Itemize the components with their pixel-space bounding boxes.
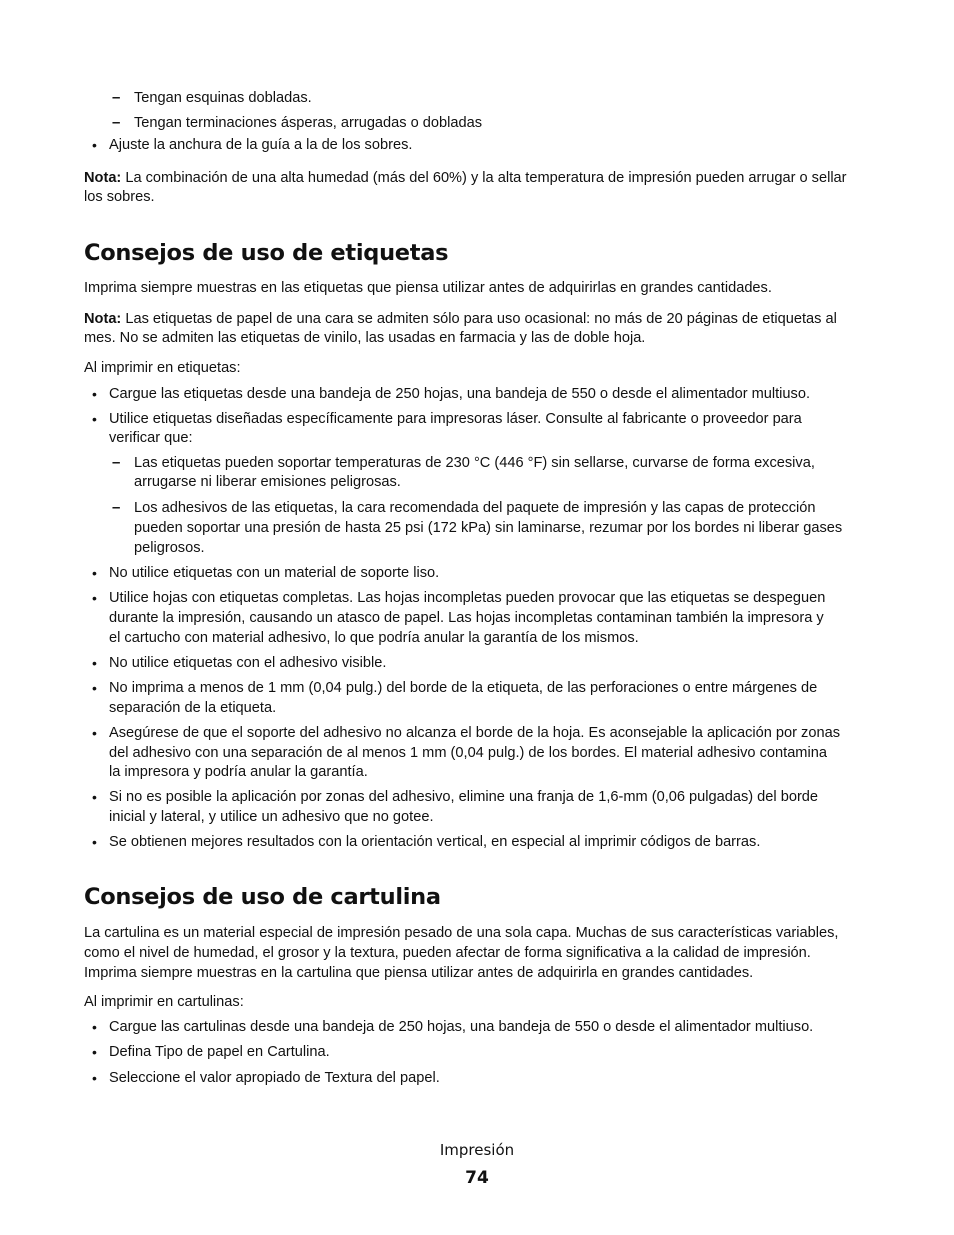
list-item-text: Cargue las cartulinas desde una bandeja de 250 hojas, una bandeja de 550 o desde el alimentador multiuso.: [109, 1019, 814, 1035]
list-lead: Al imprimir en etiquetas:: [84, 360, 241, 376]
note-text: los sobres.: [84, 189, 155, 205]
list-item-text: Se obtienen mejores resultados con la orientación vertical, en especial al imprimir códigos de barras.: [109, 834, 761, 850]
list-item-text: arrugarse ni liberar emisiones peligrosas.: [134, 474, 401, 490]
bullet-marker: •: [92, 725, 97, 741]
bullet-marker: •: [92, 565, 97, 581]
paragraph: Imprima siempre muestras en las etiquetas que piensa utilizar antes de adquirirlas en grandes cantidades.: [84, 280, 772, 296]
note-label: Nota:: [84, 311, 122, 327]
list-item-text: durante la impresión, causando un atasco de papel. Las hojas incompletas contaminan también la impresora y: [109, 610, 824, 626]
dash-marker: –: [112, 499, 121, 516]
footer-section-label: Impresión: [439, 1141, 515, 1159]
list-item-text: peligrosos.: [134, 540, 205, 556]
list-item-text: verificar que:: [109, 430, 193, 446]
note-text: La combinación de una alta humedad (más del 60%) y la alta temperatura de impresión pueden arrugar o sellar: [121, 170, 847, 186]
dash-marker: –: [112, 114, 121, 131]
dash-marker: –: [112, 89, 121, 106]
list-item-text: Seleccione el valor apropiado de Textura del papel.: [109, 1070, 440, 1086]
bullet-marker: •: [92, 386, 97, 402]
list-item-text: el cartucho con material adhesivo, lo que podría anular la garantía de los mismos.: [109, 630, 639, 646]
list-item-text: Tengan terminaciones ásperas, arrugadas o dobladas: [134, 115, 483, 131]
dash-marker: –: [112, 454, 121, 471]
list-item-text: Utilice hojas con etiquetas completas. Las hojas incompletas pueden provocar que las etiquetas se despeguen: [109, 590, 826, 606]
list-item-text: No imprima a menos de 1 mm (0,04 pulg.) del borde de la etiqueta, de las perforaciones o entre márgenes de: [109, 680, 818, 696]
bullet-marker: •: [92, 655, 97, 671]
note-text: Las etiquetas de papel de una cara se admiten sólo para uso ocasional: no más de 20 páginas de etiquetas al: [121, 311, 837, 327]
paragraph: La cartulina es un material especial de impresión pesado de una sola capa. Muchas de sus características variables,: [84, 925, 839, 941]
bullet-marker: •: [92, 411, 97, 427]
bullet-marker: •: [92, 834, 97, 850]
section-heading: Consejos de uso de etiquetas: [84, 240, 449, 266]
bullet-marker: •: [92, 590, 97, 606]
bullet-marker: •: [92, 137, 97, 153]
bullet-marker: •: [92, 1044, 97, 1060]
bullet-marker: •: [92, 680, 97, 696]
bullet-marker: •: [92, 1019, 97, 1035]
list-item-text: Los adhesivos de las etiquetas, la cara recomendada del paquete de impresión y las capas de protección: [134, 500, 816, 516]
list-item-text: No utilice etiquetas con el adhesivo visible.: [109, 655, 387, 671]
note-paragraph: [84, 168, 847, 188]
page-number: 74: [465, 1168, 489, 1188]
note-paragraph: [84, 309, 837, 329]
list-item-text: la impresora y podría anular la garantía.: [109, 764, 368, 780]
section-heading: Consejos de uso de cartulina: [84, 884, 441, 910]
list-item-text: Tengan esquinas dobladas.: [134, 90, 312, 106]
list-item-text: Utilice etiquetas diseñadas específicamente para impresoras láser. Consulte al fabricante o proveedor para: [109, 411, 802, 427]
list-item-text: separación de la etiqueta.: [109, 700, 277, 716]
bullet-marker: •: [92, 1070, 97, 1086]
paragraph: como el nivel de humedad, el grosor y la textura, pueden afectar de forma significativa a la calidad de impresión.: [84, 945, 811, 961]
note-text: mes. No se admiten las etiquetas de vinilo, las usadas en farmacia y las de doble hoja.: [84, 330, 646, 346]
list-item-text: pueden soportar una presión de hasta 25 psi (172 kPa) sin laminarse, rezumar por los bordes ni liberar gases: [134, 520, 843, 536]
list-item-text: del adhesivo con una separación de al menos 1 mm (0,04 pulg.) de los bordes. El material adhesivo contamina: [109, 745, 827, 761]
list-item-text: inicial y lateral, y utilice un adhesivo que no gotee.: [109, 809, 434, 825]
list-item-text: Ajuste la anchura de la guía a la de los sobres.: [109, 137, 413, 153]
note-label: Nota:: [84, 170, 122, 186]
paragraph: Imprima siempre muestras en la cartulina que piensa utilizar antes de adquirirla en grandes cantidades.: [84, 965, 754, 981]
list-item-text: Asegúrese de que el soporte del adhesivo no alcanza el borde de la hoja. Es aconsejable la aplicación por zonas: [109, 725, 840, 741]
list-item-text: Cargue las etiquetas desde una bandeja de 250 hojas, una bandeja de 550 o desde el alimentador multiuso.: [109, 386, 811, 402]
list-item-text: Si no es posible la aplicación por zonas del adhesivo, elimine una franja de 1,6-mm (0,06 pulgadas) del borde: [109, 789, 819, 805]
list-item-text: Defina Tipo de papel en Cartulina.: [109, 1044, 330, 1060]
list-lead: Al imprimir en cartulinas:: [84, 994, 244, 1010]
list-item-text: Las etiquetas pueden soportar temperaturas de 230 °C (446 °F) sin sellarse, curvarse de forma excesiva,: [134, 455, 815, 471]
bullet-marker: •: [92, 789, 97, 805]
list-item-text: No utilice etiquetas con un material de soporte liso.: [109, 565, 440, 581]
